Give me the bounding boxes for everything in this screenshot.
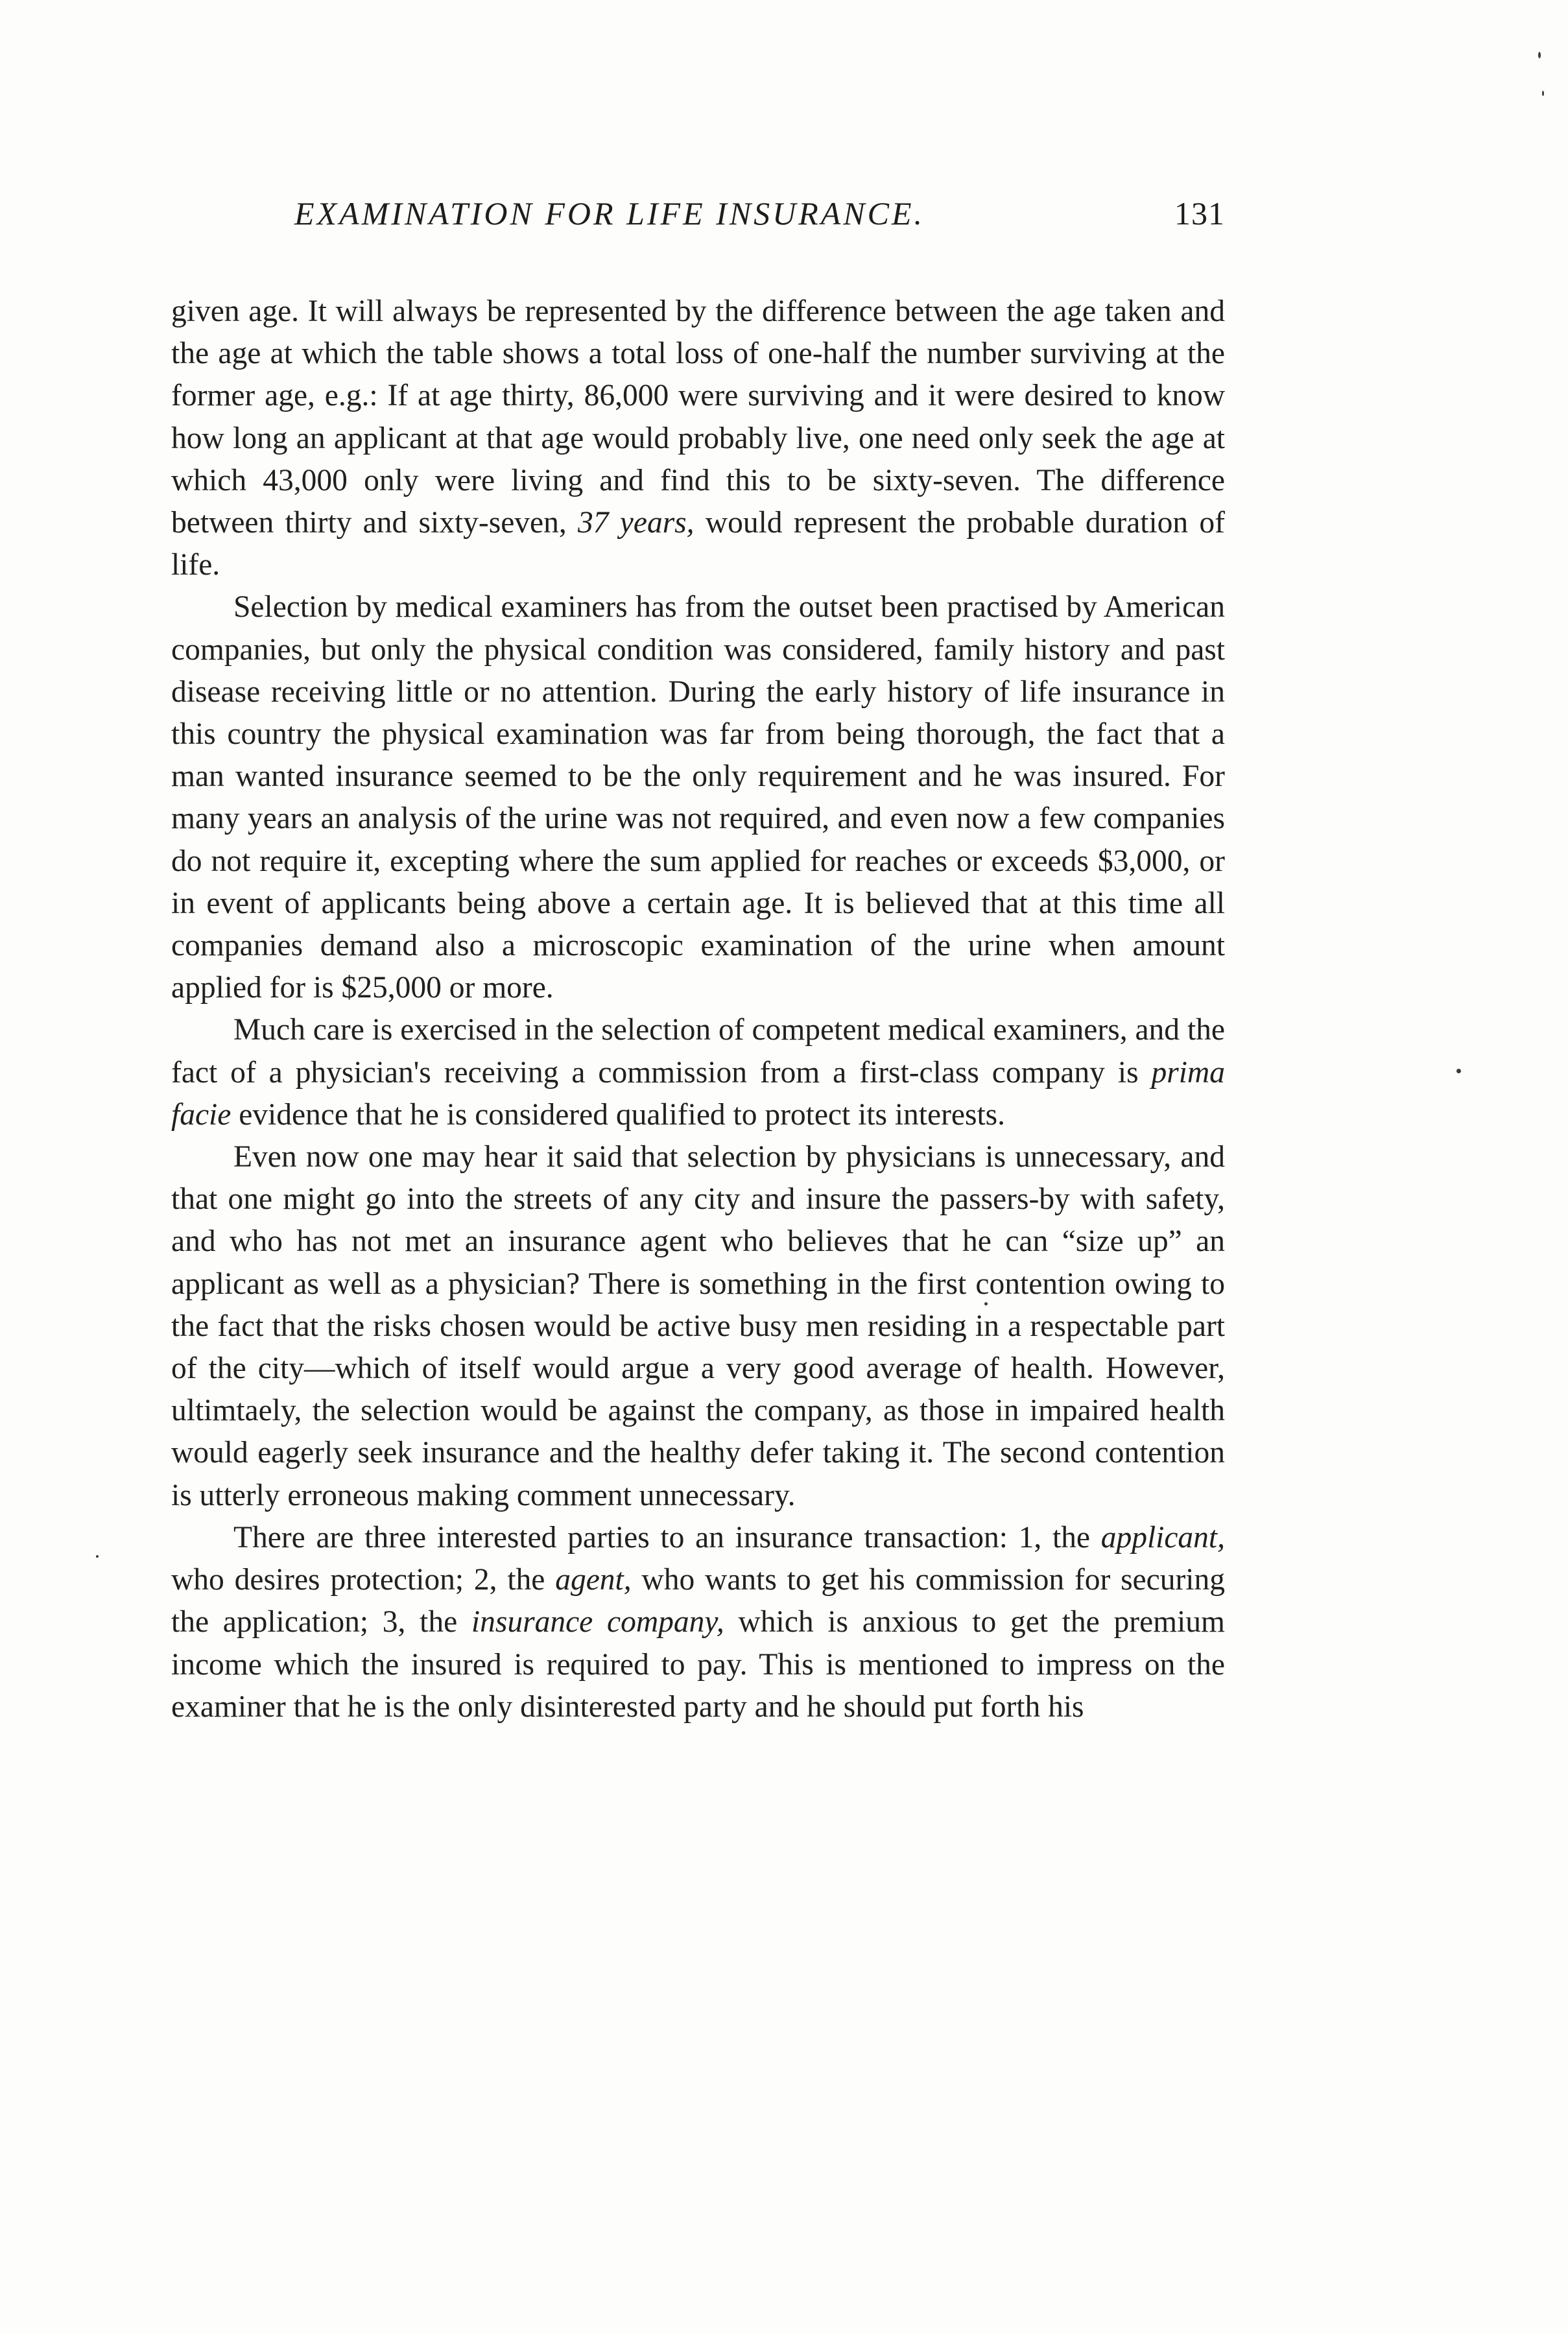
italic-text: 37 years,: [578, 506, 695, 540]
text-run: would represent the probable duration of life.: [171, 506, 1226, 582]
paragraph: [171, 1009, 1225, 1136]
text-run: which is anxious to get the premium income which the insured is required to pay. This is mentioned to impress on the examiner that he is the only disinterested party and he should put forth his: [171, 1605, 1226, 1724]
running-title: EXAMINATION FOR LIFE INSURANCE.: [294, 195, 925, 232]
scan-speck: [984, 1302, 988, 1305]
italic-text: prima facie: [171, 1055, 1225, 1132]
running-head: [171, 195, 1225, 246]
text-run: evidence that he is considered qualified to protect its interests.: [231, 1097, 1006, 1132]
text-run: There are three interested parties to an insurance transaction: 1, the: [233, 1520, 1101, 1554]
paragraph: [171, 1517, 1225, 1728]
page-number: 131: [1174, 195, 1225, 232]
body-text: [171, 291, 1225, 1728]
scan-speck: [1456, 1069, 1461, 1073]
text-run: Selection by medical examiners has from the outset been practised by American companies, but only the physical condition was considered, family history and past disease receiving little or no attention. During the early history of life insurance in this country the physical examination was far from being thorough, the fact that a man wanted insurance seemed to be the only requirement and he was insured. For many years an analysis of the urine was not required, and even now a few companies do not require it, excepting where the sum applied for reaches or exceeds $3,000, or in event of applicants being above a certain age. It is believed that at this time all companies demand also a microscopic examination of the urine when amount applied for is $25,000 or more.: [171, 590, 1225, 1005]
scan-speck: [96, 1555, 99, 1558]
scan-speck: [1538, 52, 1541, 58]
paragraph: [171, 291, 1225, 586]
text-run: Even now one may hear it said that selection by physicians is unnecessary, and that one might go into the streets of any city and insure the passers-by with safety, and who has not met an insurance agent who believes that he can “size up” an applicant as well as a physician? There is something in the first contention owing to the fact that the risks chosen would be active busy men residing in a respectable part of the city—which of itself would argue a very good average of health. However, ultimtaely, the selection would be against the company, as those in impaired health would eagerly seek insurance and the healthy defer taking it. The second contention is utterly erroneous making comment unnecessary.: [171, 1140, 1225, 1512]
scan-speck: [1542, 91, 1544, 96]
text-run: who desires protection; 2, the: [171, 1563, 556, 1597]
text-run: who wants to get his commission for securing the application; 3, the: [171, 1563, 1225, 1639]
text-run: given age. It will always be represented by the difference between the age taken and the age at which the table shows a total loss of one-half the number surviving at the former age, e.g.: If at age thirty, 86,000 were surviving and it were desired to know how long an applicant at that age would probably live, one need only seek the age at which 43,000 only were living and find this to be sixty-seven. The difference between thirty and sixty-seven,: [171, 294, 1225, 540]
italic-text: applicant,: [1100, 1520, 1225, 1554]
italic-text: agent,: [555, 1563, 632, 1597]
italic-text: insurance company,: [471, 1605, 724, 1639]
paragraph: [171, 586, 1225, 1009]
text-run: Much care is exercised in the selection of competent medical examiners, and the fact of a physician's receiving a commission from a first-class company is: [171, 1013, 1225, 1090]
paragraph: [171, 1136, 1225, 1517]
